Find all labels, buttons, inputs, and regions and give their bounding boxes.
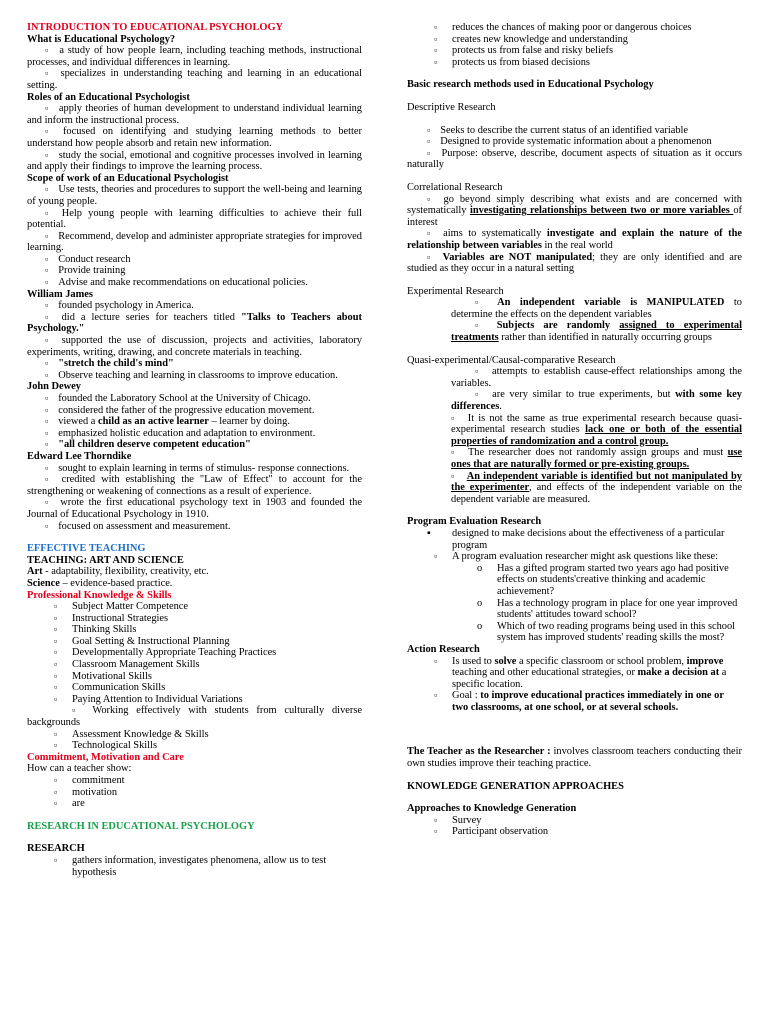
list-item: ▫ founded psychology in America. <box>27 300 362 312</box>
item-text: teaching and other educational strategies, or <box>452 667 638 679</box>
list-item: ▫ Technological Skills <box>27 740 362 752</box>
item-emphasis: lack one or both of the essential properties of randomization and a control group. <box>451 424 742 447</box>
list-item: ▫ supported the use of discussion, projects and activities, laboratory experiments, writing, drawing, and concrete materials in teaching. <box>27 335 362 358</box>
list-item: ▫ Participant observation <box>407 826 742 838</box>
list-item: ▫ Assessment Knowledge & Skills <box>27 729 362 741</box>
list-item: ▫ motivation <box>27 787 362 799</box>
item-emphasis: with some key differences <box>451 389 742 413</box>
list-item: ▫ Classroom Management Skills <box>27 659 362 671</box>
list-item: ▫ focused on identifying and studying learning methods to better understand how people absorb and retain new information. <box>27 126 362 149</box>
definition: involves classroom teachers conducting their own studies improve their teaching practice. <box>407 746 742 770</box>
subsection-heading: Descriptive Research <box>407 101 496 113</box>
list-item: ▫ wrote the first educational psychology text in 1903 and founded the Journal of Educational Psychology in 1910. <box>27 497 362 520</box>
item-emphasis: investigating relationships between two or more variables <box>469 205 734 217</box>
item-text: The researcher does not randomly assign groups and must <box>467 447 728 459</box>
question-item: o Which of two reading programs being used in this school system has improved students' reading skills the most? <box>407 621 742 644</box>
list-item: ▫ Help young people with learning difficulties to achieve their full potential. <box>27 208 362 231</box>
list-item <box>407 194 742 229</box>
question-line: How can a teacher show: <box>27 763 132 775</box>
list-item: ▫ protects us from biased decisions <box>407 57 742 69</box>
list-item <box>407 471 742 506</box>
section-heading: John Dewey <box>27 381 81 393</box>
list-item: ▫ Use tests, theories and procedures to support the well-being and learning of young people. <box>27 184 362 207</box>
section-heading: RESEARCH <box>27 843 85 855</box>
subsection-heading: Correlational Research <box>407 181 503 193</box>
term: Art <box>27 566 43 578</box>
list-item: ▫ attempts to establish cause-effect relationships among the variables. <box>407 366 742 389</box>
list-item: ▫ specializes in understanding teaching and learning in an educational setting. <box>27 68 362 91</box>
left-column <box>27 22 362 878</box>
section-heading: William James <box>27 288 93 300</box>
list-item: ▫ Survey <box>407 815 742 827</box>
list-item: ▫ Seeks to describe the current status of an identified variable <box>407 125 742 137</box>
list-item <box>407 447 742 470</box>
list-item: ▫ Recommend, develop and administer appropriate strategies for improved learning. <box>27 231 362 254</box>
item-emphasis: "Talks to Teachers about Psychology." <box>27 311 362 335</box>
section-heading: Basic research methods used in Educational Psychology <box>407 79 654 91</box>
item-text: go beyond simply describing what exists and are concerned with systematically <box>407 193 742 217</box>
section-heading: Action Research <box>407 643 480 655</box>
item-emphasis: Subjects are randomly <box>496 320 620 332</box>
section-heading: KNOWLEDGE GENERATION APPROACHES <box>407 780 624 792</box>
item-text: viewed a <box>58 416 99 428</box>
section-heading: Edward Lee Thorndike <box>27 450 132 462</box>
list-item: ▫ Advise and make recommendations on educational policies. <box>27 277 362 289</box>
item-text: ; they are only identified and are studied as they occur in a natural setting <box>407 251 742 275</box>
list-item: ▫ protects us from false and risky beliefs <box>407 45 742 57</box>
list-item <box>407 228 742 251</box>
paragraph <box>407 746 742 769</box>
list-item: ▫ apply theories of human development to understand individual learning and inform the instructional process. <box>27 103 362 126</box>
definition: – evidence-based practice. <box>59 577 173 589</box>
item-text: are very similar to true experiments, but <box>492 389 676 401</box>
item-emphasis: "all children deserve competent education" <box>58 439 251 451</box>
list-item: ▫ Motivational Skills <box>27 671 362 683</box>
list-item <box>407 252 742 275</box>
list-item: ▫ Instructional Strategies <box>27 613 362 625</box>
list-item <box>27 358 362 370</box>
list-item: ▫ founded the Laboratory School at the University of Chicago. <box>27 393 362 405</box>
list-item: ▫ commitment <box>27 775 362 787</box>
list-item: ▫ Developmentally Appropriate Teaching Practices <box>27 647 362 659</box>
item-text: to determine the effects on the dependent variables <box>451 297 742 320</box>
list-item: ▫ study the social, emotional and cognitive processes involved in learning and apply their findings to improve the learning process. <box>27 150 362 173</box>
list-item <box>27 439 362 451</box>
list-item: ▫ Working effectively with students from culturally diverse backgrounds <box>27 705 362 728</box>
list-item <box>407 297 742 320</box>
list-item: ▫ A program evaluation researcher might ask questions like these: <box>407 551 742 563</box>
item-text: . <box>499 401 502 413</box>
item-text: , and effects of the independent variable on the dependent variable are measured. <box>451 482 743 505</box>
item-emphasis: "stretch the child's mind" <box>58 358 174 370</box>
list-item: ▫ Observe teaching and learning in classrooms to improve education. <box>27 370 362 382</box>
list-item: ▫ sought to explain learning in terms of stimulus- response connections. <box>27 463 362 475</box>
item-emphasis: An independent variable is MANIPULATED <box>497 297 725 309</box>
list-item <box>27 312 362 335</box>
item-text: a specific location. <box>452 667 727 690</box>
right-column <box>407 22 742 838</box>
list-item <box>27 416 362 428</box>
item-text: aims to systematically <box>443 228 547 240</box>
question-item: o Has a technology program in place for one year improved students' attitudes toward school? <box>407 598 742 621</box>
section-heading: What is Educational Psychology? <box>27 33 176 45</box>
list-item <box>407 320 742 343</box>
list-item: ▫ Communication Skills <box>27 682 362 694</box>
list-item: ▫ Paying Attention to Individual Variations <box>27 694 362 706</box>
list-item: ▫ emphasized holistic education and adaptation to environment. <box>27 428 362 440</box>
list-item: ▫ Provide training <box>27 265 362 277</box>
section-heading: TEACHING: ART AND SCIENCE <box>27 554 184 566</box>
section-heading: Scope of work of an Educational Psychologist <box>27 172 229 184</box>
section-heading: Roles of an Educational Psychologist <box>27 91 190 103</box>
list-item: ▫ credited with establishing the "Law of Effect" to account for the strengthening or weakening of connections as a result of experience. <box>27 474 362 497</box>
term: Science <box>27 577 60 589</box>
list-item <box>407 690 742 713</box>
list-item: ▫ a study of how people learn, including teaching methods, instructional processes, and individual differences in learning. <box>27 45 362 68</box>
list-item <box>407 656 742 691</box>
section-title: RESEARCH IN EDUCATIONAL PSYCHOLOGY <box>27 820 255 832</box>
item-emphasis: Variables are NOT manipulated <box>442 251 593 263</box>
subsection-heading: Professional Knowledge & Skills <box>27 589 172 601</box>
list-item: ▫ creates new knowledge and understanding <box>407 34 742 46</box>
subsection-heading: Quasi-experimental/Causal-comparative Research <box>407 354 616 366</box>
item-text: – learner by doing. <box>208 416 290 428</box>
list-item: ▫ focused on assessment and measurement. <box>27 521 362 533</box>
definition-line <box>27 578 362 590</box>
item-emphasis: An independent variable is identified but not manipulated by the experimenter <box>451 470 742 494</box>
subsection-heading: Approaches to Knowledge Generation <box>407 803 577 815</box>
document-title: INTRODUCTION TO EDUCATIONAL PSYCHOLOGY <box>27 22 284 33</box>
item-emphasis: child as an active learner <box>98 416 209 428</box>
item-text: of interest <box>407 205 742 228</box>
definition-line <box>27 566 362 578</box>
item-text: rather than identified in naturally occurring groups <box>498 332 712 344</box>
list-item: ▫ Conduct research <box>27 254 362 266</box>
item-text: did a lecture series for teachers titled <box>61 311 241 323</box>
item-emphasis: improve <box>686 655 724 667</box>
item-emphasis: use ones that are naturally formed or pre-existing groups. <box>451 447 742 470</box>
subsection-heading: Commitment, Motivation and Care <box>27 751 184 763</box>
item-text: Goal : <box>452 690 481 702</box>
item-text: a specific classroom or school problem, <box>516 655 687 667</box>
list-item: ▪ designed to make decisions about the effectiveness of a particular program <box>407 528 742 551</box>
term: The Teacher as the Researcher : <box>407 746 551 758</box>
item-emphasis: solve <box>494 655 517 667</box>
section-title: EFFECTIVE TEACHING <box>27 543 146 555</box>
item-text: It is not the same as true experimental research because quasi-experimental research studies <box>451 412 742 436</box>
section-heading: Program Evaluation Research <box>407 516 542 528</box>
question-item: o Has a gifted program started two years ago had positive effects on students'creative thinking and academic achievement? <box>407 563 742 598</box>
list-item: ▫ Subject Matter Competence <box>27 601 362 613</box>
list-item <box>407 413 742 448</box>
subsection-heading: Experimental Research <box>407 285 504 297</box>
list-item: ▫ Purpose: observe, describe, document aspects of situation as it occurs naturally <box>407 148 742 171</box>
list-item: ▫ Goal Setting & Instructional Planning <box>27 636 362 648</box>
list-item: ▫ Thinking Skills <box>27 624 362 636</box>
list-item: ▫ reduces the chances of making poor or dangerous choices <box>407 22 742 34</box>
item-emphasis: to improve educational practices immediately in one or two classrooms, at one school, or at several schools. <box>452 690 724 713</box>
item-emphasis: investigate and explain the nature of the relationship between variables <box>407 228 742 251</box>
item-emphasis: make a decision at <box>637 667 720 679</box>
list-item: ▫ considered the father of the progressive education movement. <box>27 405 362 417</box>
list-item <box>407 389 742 412</box>
item-emphasis: assigned to experimental treatments <box>451 320 742 344</box>
definition: - adaptability, flexibility, creativity, etc. <box>42 566 209 578</box>
item-text: Is used to <box>452 655 495 667</box>
list-item: ▫ gathers information, investigates phenomena, allow us to test hypothesis <box>27 855 362 878</box>
list-item: ▫ are <box>27 798 362 810</box>
item-text: in the real world <box>541 239 613 251</box>
list-item: ▫ Designed to provide systematic information about a phenomenon <box>407 136 742 148</box>
